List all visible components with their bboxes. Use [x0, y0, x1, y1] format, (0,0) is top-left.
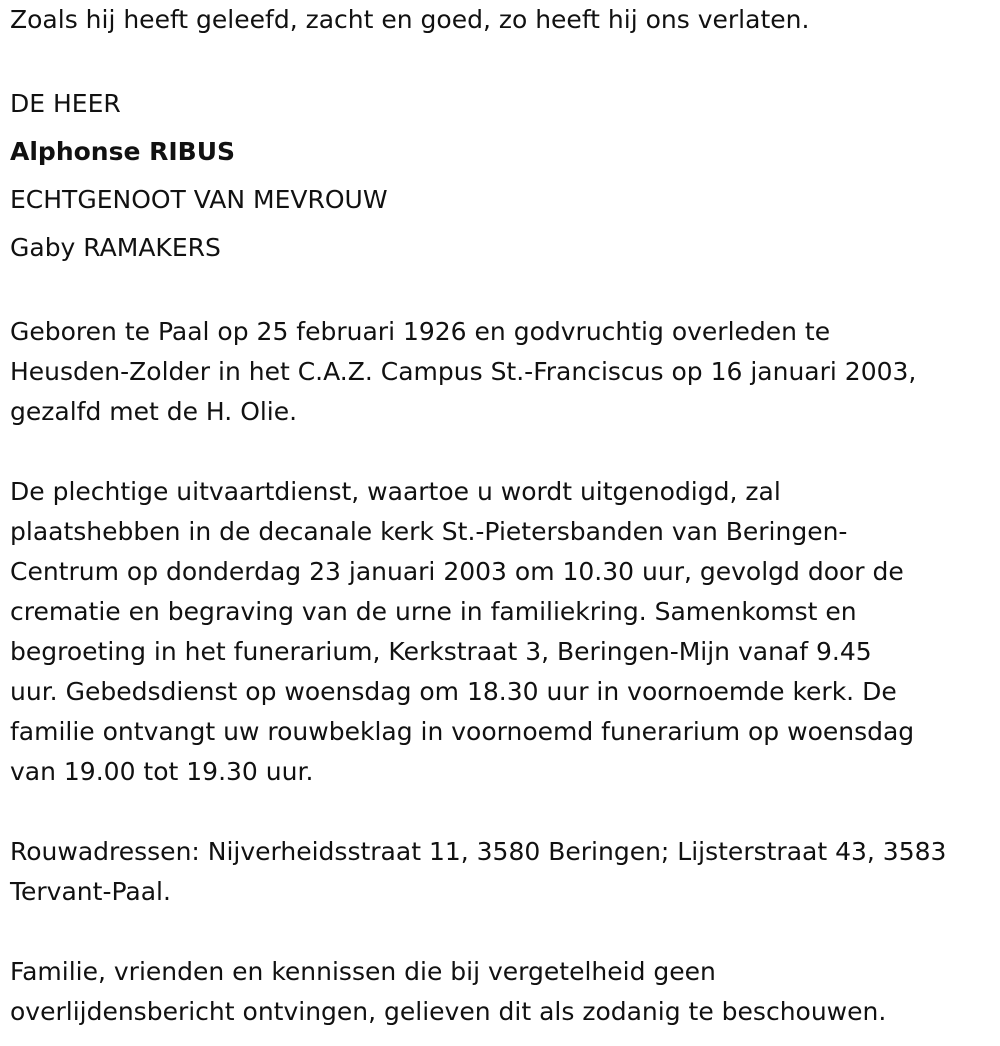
paragraph-line: Familie, vrienden en kennissen die bij vergetelheid geen [10, 957, 716, 986]
paragraph-line: crematie en begraving van de urne in familiekring. Samenkomst en [10, 597, 857, 626]
paragraph-line: gezalfd met de H. Olie. [10, 397, 298, 426]
obituary-document [10, 0, 995, 1032]
paragraph-line: uur. Gebedsdienst op woensdag om 18.30 uur in voornoemde kerk. De [10, 677, 897, 706]
paragraph-line: plaatshebben in de decanale kerk St.-Pietersbanden van Beringen- [10, 517, 848, 546]
paragraph-line: Heusden-Zolder in het C.A.Z. Campus St.-Franciscus op 16 januari 2003, [10, 357, 917, 386]
spouse-name: Gaby RAMAKERS [10, 233, 221, 262]
motto-paragraph [10, 0, 995, 40]
addresses-paragraph [10, 832, 995, 912]
spacer [10, 40, 995, 80]
spacer [10, 912, 995, 952]
paragraph-line: Centrum op donderdag 23 januari 2003 om 10.30 uur, gevolgd door de [10, 557, 904, 586]
paragraph-line: Rouwadressen: Nijverheidsstraat 11, 3580 Beringen; Lijsterstraat 43, 3583 [10, 837, 947, 866]
birth-death-paragraph [10, 312, 995, 432]
motto: Zoals hij heeft geleefd, zacht en goed, zo heeft hij ons verlaten. [10, 5, 810, 34]
title-prefix: DE HEER [10, 89, 121, 118]
paragraph-line: Geboren te Paal op 25 februari 1926 en godvruchtig overleden te [10, 317, 831, 346]
funeral-paragraph [10, 472, 995, 792]
deceased-name: Alphonse RIBUS [10, 137, 236, 166]
paragraph-line: De plechtige uitvaartdienst, waartoe u wordt uitgenodigd, zal [10, 477, 781, 506]
name-block [10, 80, 995, 272]
paragraph-line: begroeting in het funerarium, Kerkstraat 3, Beringen-Mijn vanaf 9.45 [10, 637, 872, 666]
spacer [10, 272, 995, 312]
spouse-prefix: ECHTGENOOT VAN MEVROUW [10, 185, 388, 214]
paragraph-line: familie ontvangt uw rouwbeklag in voornoemd funerarium op woensdag [10, 717, 915, 746]
paragraph-line: Tervant-Paal. [10, 877, 171, 906]
spacer [10, 432, 995, 472]
closing-paragraph [10, 952, 995, 1032]
spacer [10, 792, 995, 832]
paragraph-line: van 19.00 tot 19.30 uur. [10, 757, 314, 786]
paragraph-line: overlijdensbericht ontvingen, gelieven dit als zodanig te beschouwen. [10, 997, 887, 1026]
